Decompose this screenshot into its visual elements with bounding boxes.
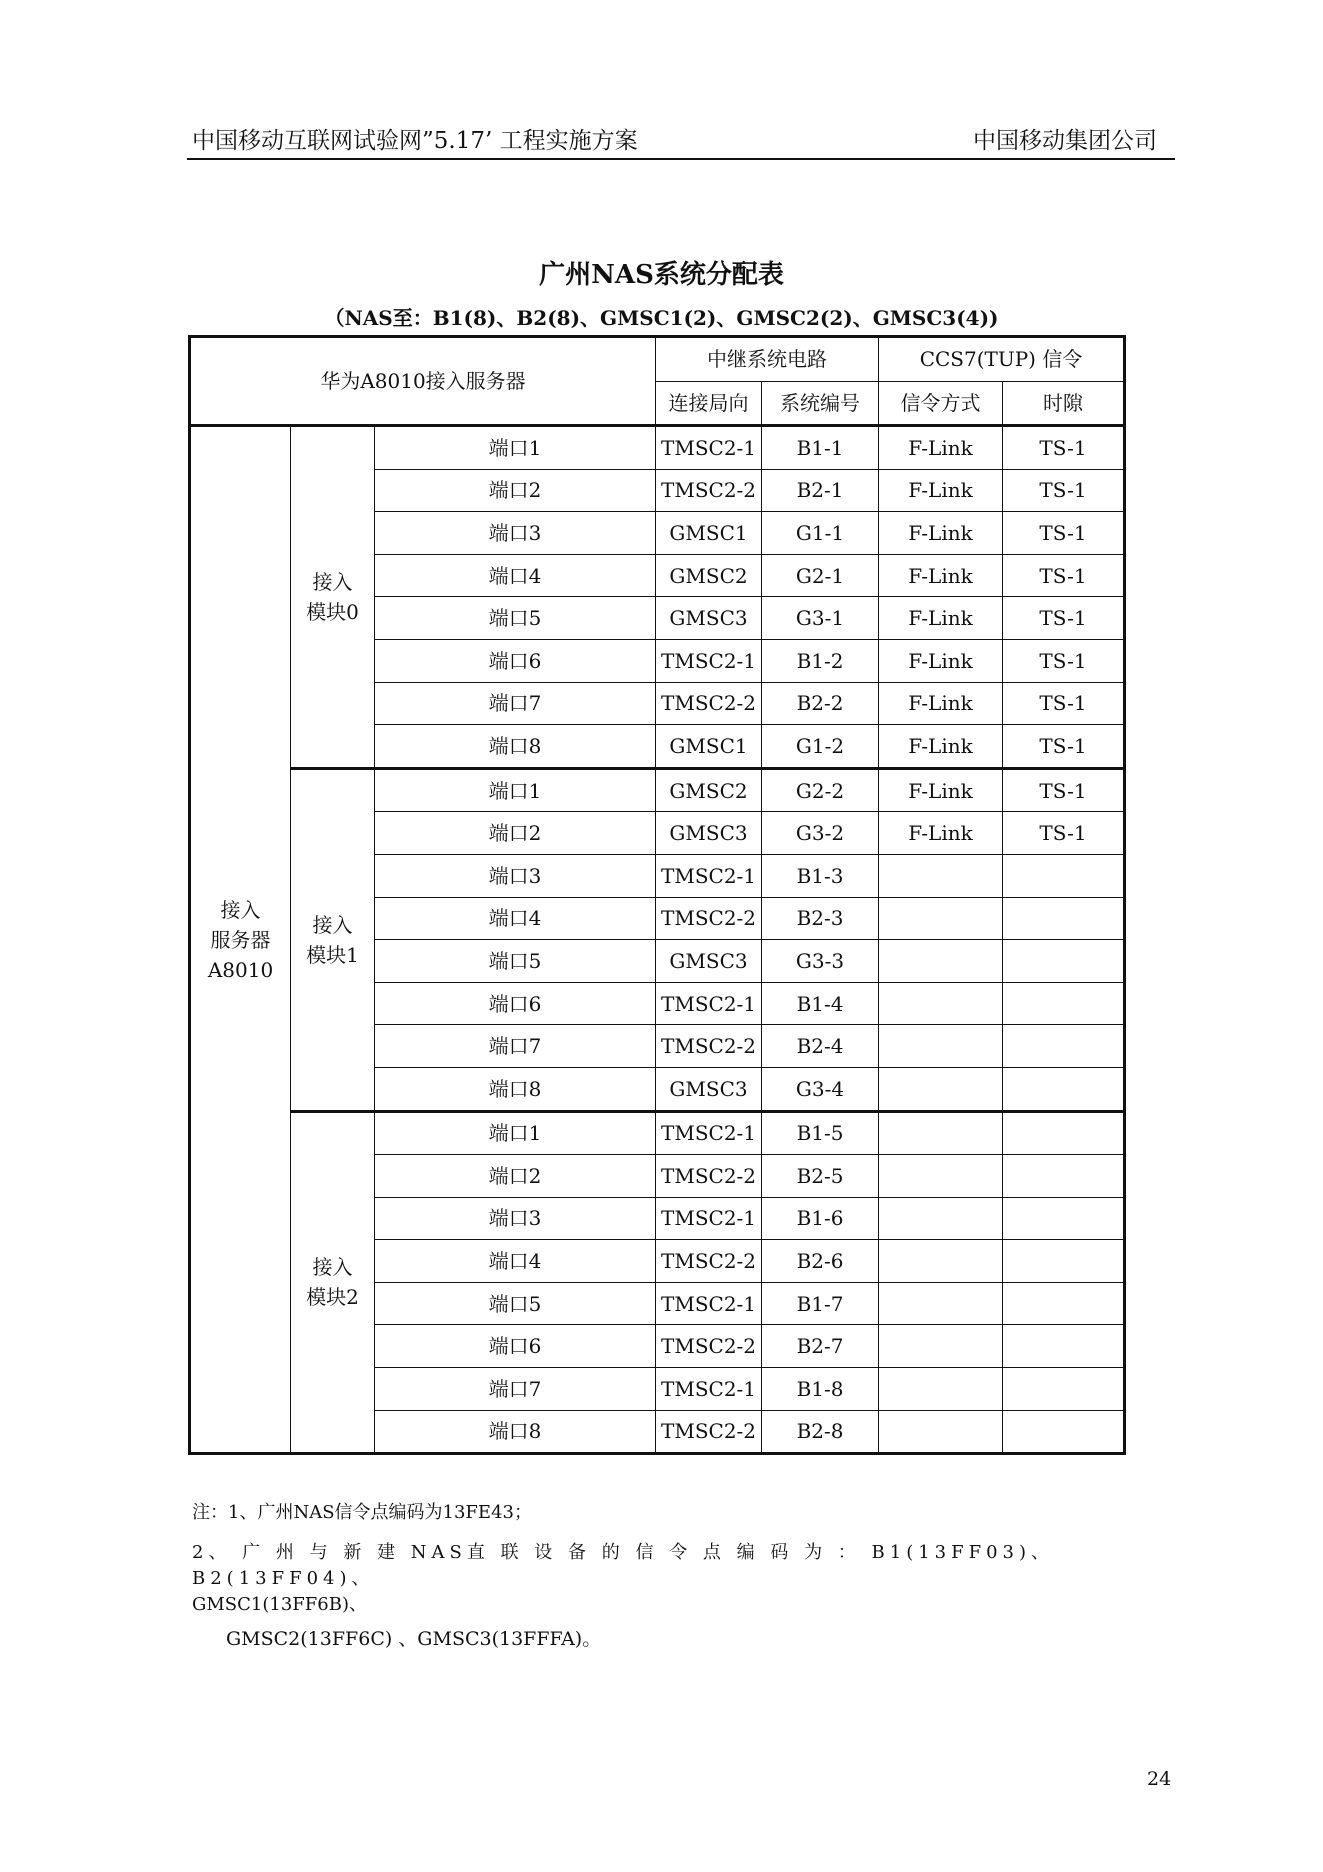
signal-mode-cell [879,1325,1003,1368]
signal-mode-cell [879,1111,1003,1155]
system-code-cell: B2-7 [762,1325,879,1368]
signal-mode-cell: F-Link [879,512,1003,555]
table-row [190,426,1125,470]
port-cell: 端口6 [375,982,656,1025]
header-col-direction: 连接局向 [656,381,762,426]
header-trunk-group: 中继系统电路 [656,337,879,382]
page-number: 24 [1147,1768,1172,1790]
system-code-cell: B2-8 [762,1410,879,1454]
direction-cell: TMSC2-2 [656,469,762,512]
signal-mode-cell [879,1282,1003,1325]
system-code-cell: B1-7 [762,1282,879,1325]
timeslot-cell: TS-1 [1003,768,1125,812]
direction-cell: GMSC2 [656,768,762,812]
timeslot-cell: TS-1 [1003,639,1125,682]
timeslot-cell [1003,1282,1125,1325]
header-col-system-code: 系统编号 [762,381,879,426]
system-code-cell: G3-2 [762,812,879,855]
module-label: 接入 模块1 [291,768,375,1111]
signal-mode-cell [879,1067,1003,1111]
timeslot-cell: TS-1 [1003,682,1125,725]
system-code-cell: B2-6 [762,1240,879,1283]
timeslot-cell [1003,1111,1125,1155]
direction-cell: GMSC1 [656,512,762,555]
port-cell: 端口4 [375,897,656,940]
system-code-cell: B2-2 [762,682,879,725]
direction-cell: TMSC2-2 [656,897,762,940]
direction-cell: GMSC2 [656,554,762,597]
header-divider [187,158,1175,160]
timeslot-cell: TS-1 [1003,812,1125,855]
signal-mode-cell: F-Link [879,639,1003,682]
timeslot-cell [1003,940,1125,983]
system-code-cell: G2-2 [762,768,879,812]
timeslot-cell [1003,1025,1125,1068]
timeslot-cell: TS-1 [1003,512,1125,555]
system-code-cell: B1-4 [762,982,879,1025]
header-col-signal-mode: 信令方式 [879,381,1003,426]
server-label: 接入 服务器 A8010 [190,426,291,1454]
system-code-cell: B2-4 [762,1025,879,1068]
header-company: 中国移动集团公司 [973,128,1157,154]
signal-mode-cell [879,1240,1003,1283]
note-2: 2、 广 州 与 新 建 NAS直 联 设 备 的 信 令 点 编 码 为 ： B1(13FF03)、 B2(13FF04)、 [192,1542,1055,1590]
direction-cell: TMSC2-1 [656,982,762,1025]
system-code-cell: G1-1 [762,512,879,555]
module-label: 接入 模块0 [291,426,375,769]
timeslot-cell: TS-1 [1003,725,1125,769]
direction-cell: GMSC3 [656,597,762,640]
system-code-cell: B1-6 [762,1197,879,1240]
system-code-cell: G3-3 [762,940,879,983]
port-cell: 端口8 [375,1067,656,1111]
nas-allocation-table [188,335,1126,1455]
signal-mode-cell [879,940,1003,983]
signal-mode-cell [879,854,1003,897]
port-cell: 端口8 [375,1410,656,1454]
direction-cell: GMSC3 [656,812,762,855]
note-3: GMSC2(13FF6C) 、GMSC3(13FFFA)。 [226,1628,602,1651]
system-code-cell: G3-1 [762,597,879,640]
direction-cell: TMSC2-1 [656,1197,762,1240]
port-cell: 端口3 [375,1197,656,1240]
port-cell: 端口4 [375,1240,656,1283]
direction-cell: GMSC3 [656,1067,762,1111]
timeslot-cell [1003,1410,1125,1454]
timeslot-cell [1003,1067,1125,1111]
timeslot-cell [1003,982,1125,1025]
system-code-cell: G3-4 [762,1067,879,1111]
signal-mode-cell [879,897,1003,940]
timeslot-cell [1003,854,1125,897]
direction-cell: TMSC2-2 [656,682,762,725]
module-label: 接入 模块2 [291,1111,375,1454]
direction-cell: TMSC2-2 [656,1155,762,1198]
timeslot-cell: TS-1 [1003,469,1125,512]
direction-cell: TMSC2-2 [656,1240,762,1283]
direction-cell: TMSC2-1 [656,854,762,897]
timeslot-cell [1003,1240,1125,1283]
port-cell: 端口6 [375,639,656,682]
note-2-cont: GMSC1(13FF6B)、 [192,1594,367,1616]
port-cell: 端口7 [375,682,656,725]
port-cell: 端口1 [375,426,656,470]
table-row [190,768,1125,812]
system-code-cell: B1-3 [762,854,879,897]
port-cell: 端口2 [375,812,656,855]
signal-mode-cell: F-Link [879,812,1003,855]
direction-cell: TMSC2-2 [656,1025,762,1068]
timeslot-cell [1003,897,1125,940]
port-cell: 端口3 [375,512,656,555]
timeslot-cell [1003,1368,1125,1411]
system-code-cell: G1-2 [762,725,879,769]
direction-cell: TMSC2-1 [656,1282,762,1325]
direction-cell: TMSC2-1 [656,639,762,682]
system-code-cell: B2-5 [762,1155,879,1198]
port-cell: 端口5 [375,940,656,983]
direction-cell: TMSC2-1 [656,426,762,470]
timeslot-cell: TS-1 [1003,554,1125,597]
note-1: 注：1、广州NAS信令点编码为13FE43； [192,1502,532,1523]
system-code-cell: B1-2 [762,639,879,682]
direction-cell: TMSC2-1 [656,1111,762,1155]
direction-cell: GMSC3 [656,940,762,983]
direction-cell: TMSC2-1 [656,1368,762,1411]
port-cell: 端口6 [375,1325,656,1368]
signal-mode-cell: F-Link [879,768,1003,812]
direction-cell: TMSC2-2 [656,1410,762,1454]
signal-mode-cell [879,982,1003,1025]
port-cell: 端口1 [375,1111,656,1155]
signal-mode-cell: F-Link [879,469,1003,512]
signal-mode-cell: F-Link [879,554,1003,597]
signal-mode-cell [879,1025,1003,1068]
system-code-cell: B2-3 [762,897,879,940]
signal-mode-cell [879,1368,1003,1411]
system-code-cell: B1-8 [762,1368,879,1411]
table-subtitle: （NAS至：B1(8)、B2(8)、GMSC1(2)、GMSC2(2)、GMSC3(4)) [324,306,999,330]
timeslot-cell: TS-1 [1003,597,1125,640]
timeslot-cell [1003,1197,1125,1240]
header-signal-group: CCS7(TUP) 信令 [879,337,1125,382]
system-code-cell: B2-1 [762,469,879,512]
system-code-cell: G2-1 [762,554,879,597]
signal-mode-cell: F-Link [879,597,1003,640]
direction-cell: TMSC2-2 [656,1325,762,1368]
port-cell: 端口5 [375,1282,656,1325]
signal-mode-cell [879,1410,1003,1454]
system-code-cell: B1-1 [762,426,879,470]
port-cell: 端口7 [375,1025,656,1068]
signal-mode-cell: F-Link [879,682,1003,725]
timeslot-cell: TS-1 [1003,426,1125,470]
signal-mode-cell [879,1197,1003,1240]
signal-mode-cell [879,1155,1003,1198]
port-cell: 端口2 [375,469,656,512]
port-cell: 端口8 [375,725,656,769]
port-cell: 端口4 [375,554,656,597]
notes [192,1500,1152,1654]
system-code-cell: B1-5 [762,1111,879,1155]
port-cell: 端口5 [375,597,656,640]
signal-mode-cell: F-Link [879,426,1003,470]
port-cell: 端口7 [375,1368,656,1411]
timeslot-cell [1003,1325,1125,1368]
table-row [190,1111,1125,1155]
signal-mode-cell: F-Link [879,725,1003,769]
table-title: 广州NAS系统分配表 [539,260,784,290]
header-device: 华为A8010接入服务器 [190,337,656,426]
port-cell: 端口2 [375,1155,656,1198]
port-cell: 端口3 [375,854,656,897]
header-col-timeslot: 时隙 [1003,381,1125,426]
port-cell: 端口1 [375,768,656,812]
direction-cell: GMSC1 [656,725,762,769]
timeslot-cell [1003,1155,1125,1198]
header-title: 中国移动互联网试验网”5.17’ 工程实施方案 [192,128,638,154]
